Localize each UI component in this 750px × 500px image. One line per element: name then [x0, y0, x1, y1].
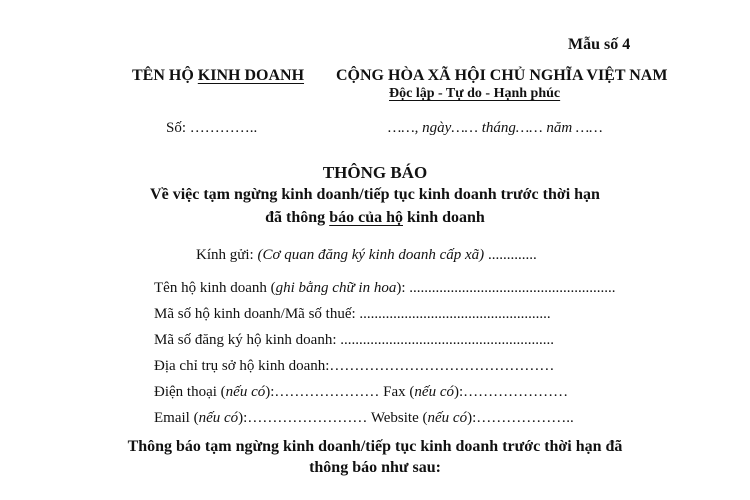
business-name-header — [132, 67, 304, 85]
business-name-suffix: ): — [396, 280, 410, 296]
website-suffix: ): — [467, 410, 477, 426]
phone-fax-field — [154, 384, 568, 401]
phone-label: Điện thoại ( — [154, 384, 226, 400]
business-header-prefix: TÊN HỘ — [132, 67, 198, 84]
document-number: Số: ………….. — [166, 120, 258, 136]
subject-line2-underlined: báo của hộ — [329, 209, 403, 226]
email-suffix: ): — [238, 410, 248, 426]
fax-dots: ………………… — [463, 384, 569, 400]
business-name-field — [154, 280, 616, 297]
business-name-dots: ....................................................... — [409, 280, 616, 296]
business-name-label: Tên hộ kinh doanh ( — [154, 280, 276, 296]
recipient-dots: ............. — [484, 247, 537, 263]
registration-code-field — [154, 332, 554, 349]
email-website-field — [154, 410, 574, 427]
business-name-hint: ghi bằng chữ in hoa — [275, 280, 397, 296]
date-line: ……, ngày…… tháng…… năm …… — [388, 120, 603, 136]
subject-line2-part2: kinh doanh — [402, 209, 485, 226]
form-number: Mẫu số 4 — [568, 36, 631, 53]
recipient-value: (Cơ quan đăng ký kinh doanh cấp xã) — [257, 247, 485, 263]
registration-code-label: Mã số đăng ký hộ kinh doanh: — [154, 332, 341, 348]
notice-subject-line2 — [0, 209, 750, 227]
phone-suffix: ): — [265, 384, 275, 400]
address-label: Địa chỉ trụ sở hộ kinh doanh: — [154, 358, 330, 374]
address-field — [154, 358, 554, 375]
phone-dots: ………………… — [274, 384, 384, 400]
website-hint: nếu có — [427, 410, 468, 426]
email-dots: …………………… — [247, 410, 371, 426]
recipient-line — [196, 247, 537, 264]
business-header-underlined: KINH DOANH — [197, 67, 305, 84]
national-motto: Độc lập - Tự do - Hạnh phúc — [389, 86, 561, 101]
website-dots: ……………….. — [476, 410, 574, 426]
registration-code-dots: ......................................................... — [340, 332, 554, 348]
fax-hint: nếu có — [414, 384, 454, 400]
subject-line2-part1: đã thông — [265, 209, 330, 226]
email-hint: nếu có — [198, 410, 239, 426]
notice-title: THÔNG BÁO — [322, 163, 428, 182]
tax-code-label: Mã số hộ kinh doanh/Mã số thuế: — [154, 306, 360, 322]
republic-name: CỘNG HÒA XÃ HỘI CHỦ NGHĨA VIỆT NAM — [336, 67, 668, 84]
website-label: Website ( — [370, 410, 428, 426]
recipient-label: Kính gửi: — [196, 247, 258, 263]
address-dots: ……………………………………… — [329, 358, 555, 374]
fax-label: Fax ( — [383, 384, 415, 400]
tax-code-dots: ................................................... — [359, 306, 551, 322]
email-label: Email ( — [154, 410, 199, 426]
phone-hint: nếu có — [225, 384, 266, 400]
tax-code-field — [154, 306, 551, 323]
fax-suffix: ): — [453, 384, 464, 400]
closing-line2: thông báo như sau: — [309, 459, 441, 476]
notice-subject-line1: Về việc tạm ngừng kinh doanh/tiếp tục kinh doanh trước thời hạn — [150, 186, 600, 203]
closing-line1: Thông báo tạm ngừng kinh doanh/tiếp tục kinh doanh trước thời hạn đã — [127, 438, 623, 455]
